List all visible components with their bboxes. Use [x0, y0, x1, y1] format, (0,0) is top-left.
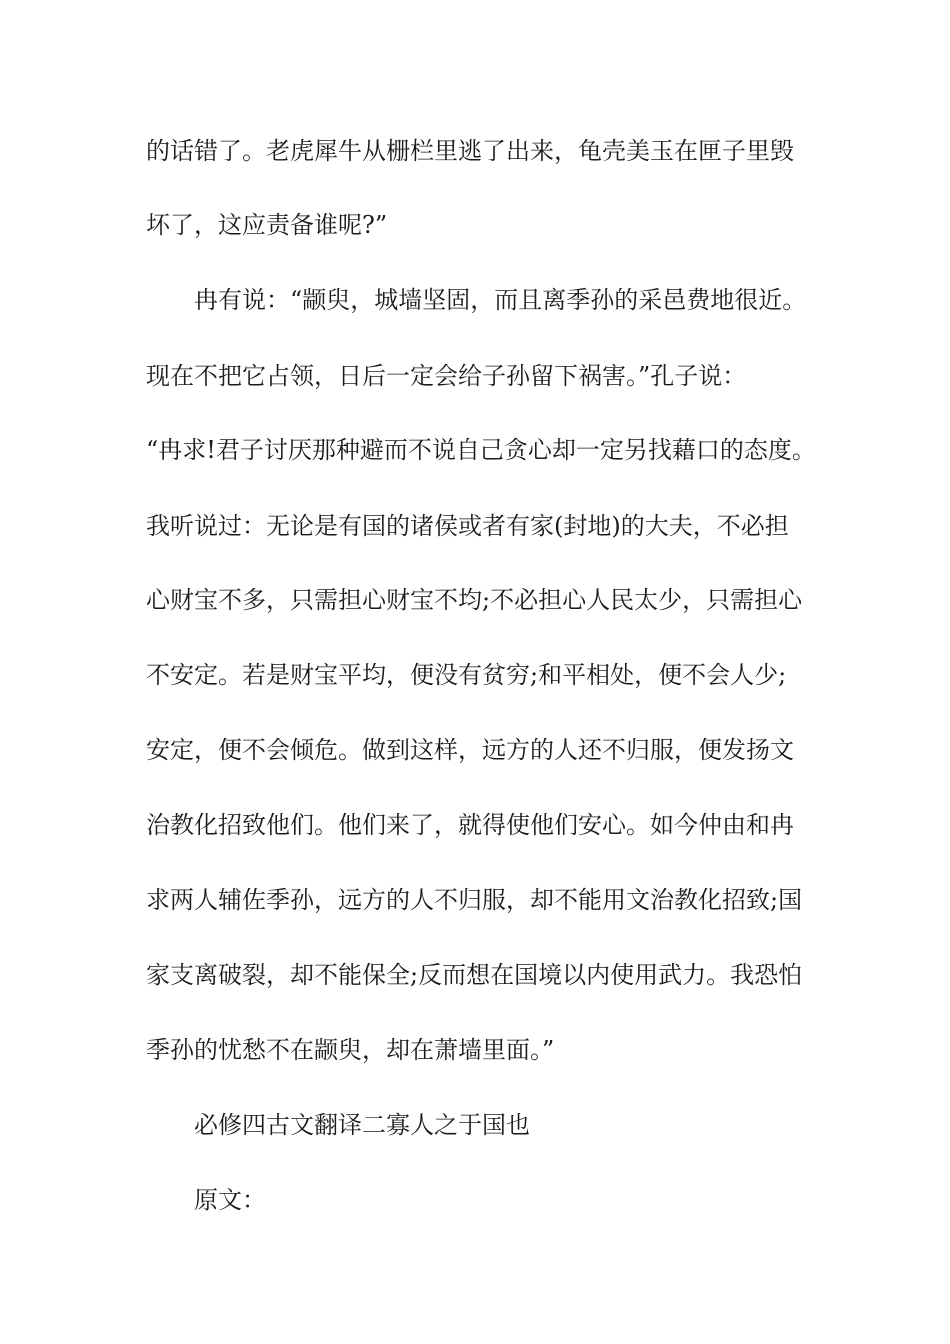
- text-line: 的话错了。老虎犀牛从栅栏里逃了出来，龟壳美玉在匣子里毁: [146, 137, 794, 165]
- text-line: “冉求!君子讨厌那种避而不说自己贪心却一定另找藉口的态度。: [146, 436, 816, 464]
- text-line: 求两人辅佐季孙，远方的人不归服，却不能用文治教化招致;国: [146, 886, 803, 914]
- section-heading: 必修四古文翻译二寡人之于国也: [194, 1111, 530, 1139]
- text-line: 家支离破裂，却不能保全;反而想在国境以内使用武力。我恐怕: [146, 961, 803, 989]
- original-text-label: 原文：: [194, 1186, 266, 1214]
- text-line: 现在不把它占领，日后一定会给子孙留下祸害。”孔子说：: [146, 362, 747, 390]
- text-line: 季孙的忧愁不在颛臾，却在萧墙里面。”: [146, 1036, 555, 1064]
- text-line: 坏了，这应责备谁呢?”: [146, 211, 388, 239]
- paragraph-start-line: 冉有说：“颛臾，城墙坚固，而且离季孙的采邑费地很近。: [194, 286, 807, 314]
- text-line: 不安定。若是财宝平均，便没有贫穷;和平相处，便不会人少;: [146, 661, 787, 689]
- text-line: 心财宝不多，只需担心财宝不均;不必担心人民太少，只需担心: [146, 586, 803, 614]
- text-line: 治教化招致他们。他们来了，就得使他们安心。如今仲由和冉: [146, 811, 794, 839]
- text-line: 安定，便不会倾危。做到这样，远方的人还不归服，便发扬文: [146, 736, 794, 764]
- text-line: 我听说过：无论是有国的诸侯或者有家(封地)的大夫，不必担: [146, 512, 789, 540]
